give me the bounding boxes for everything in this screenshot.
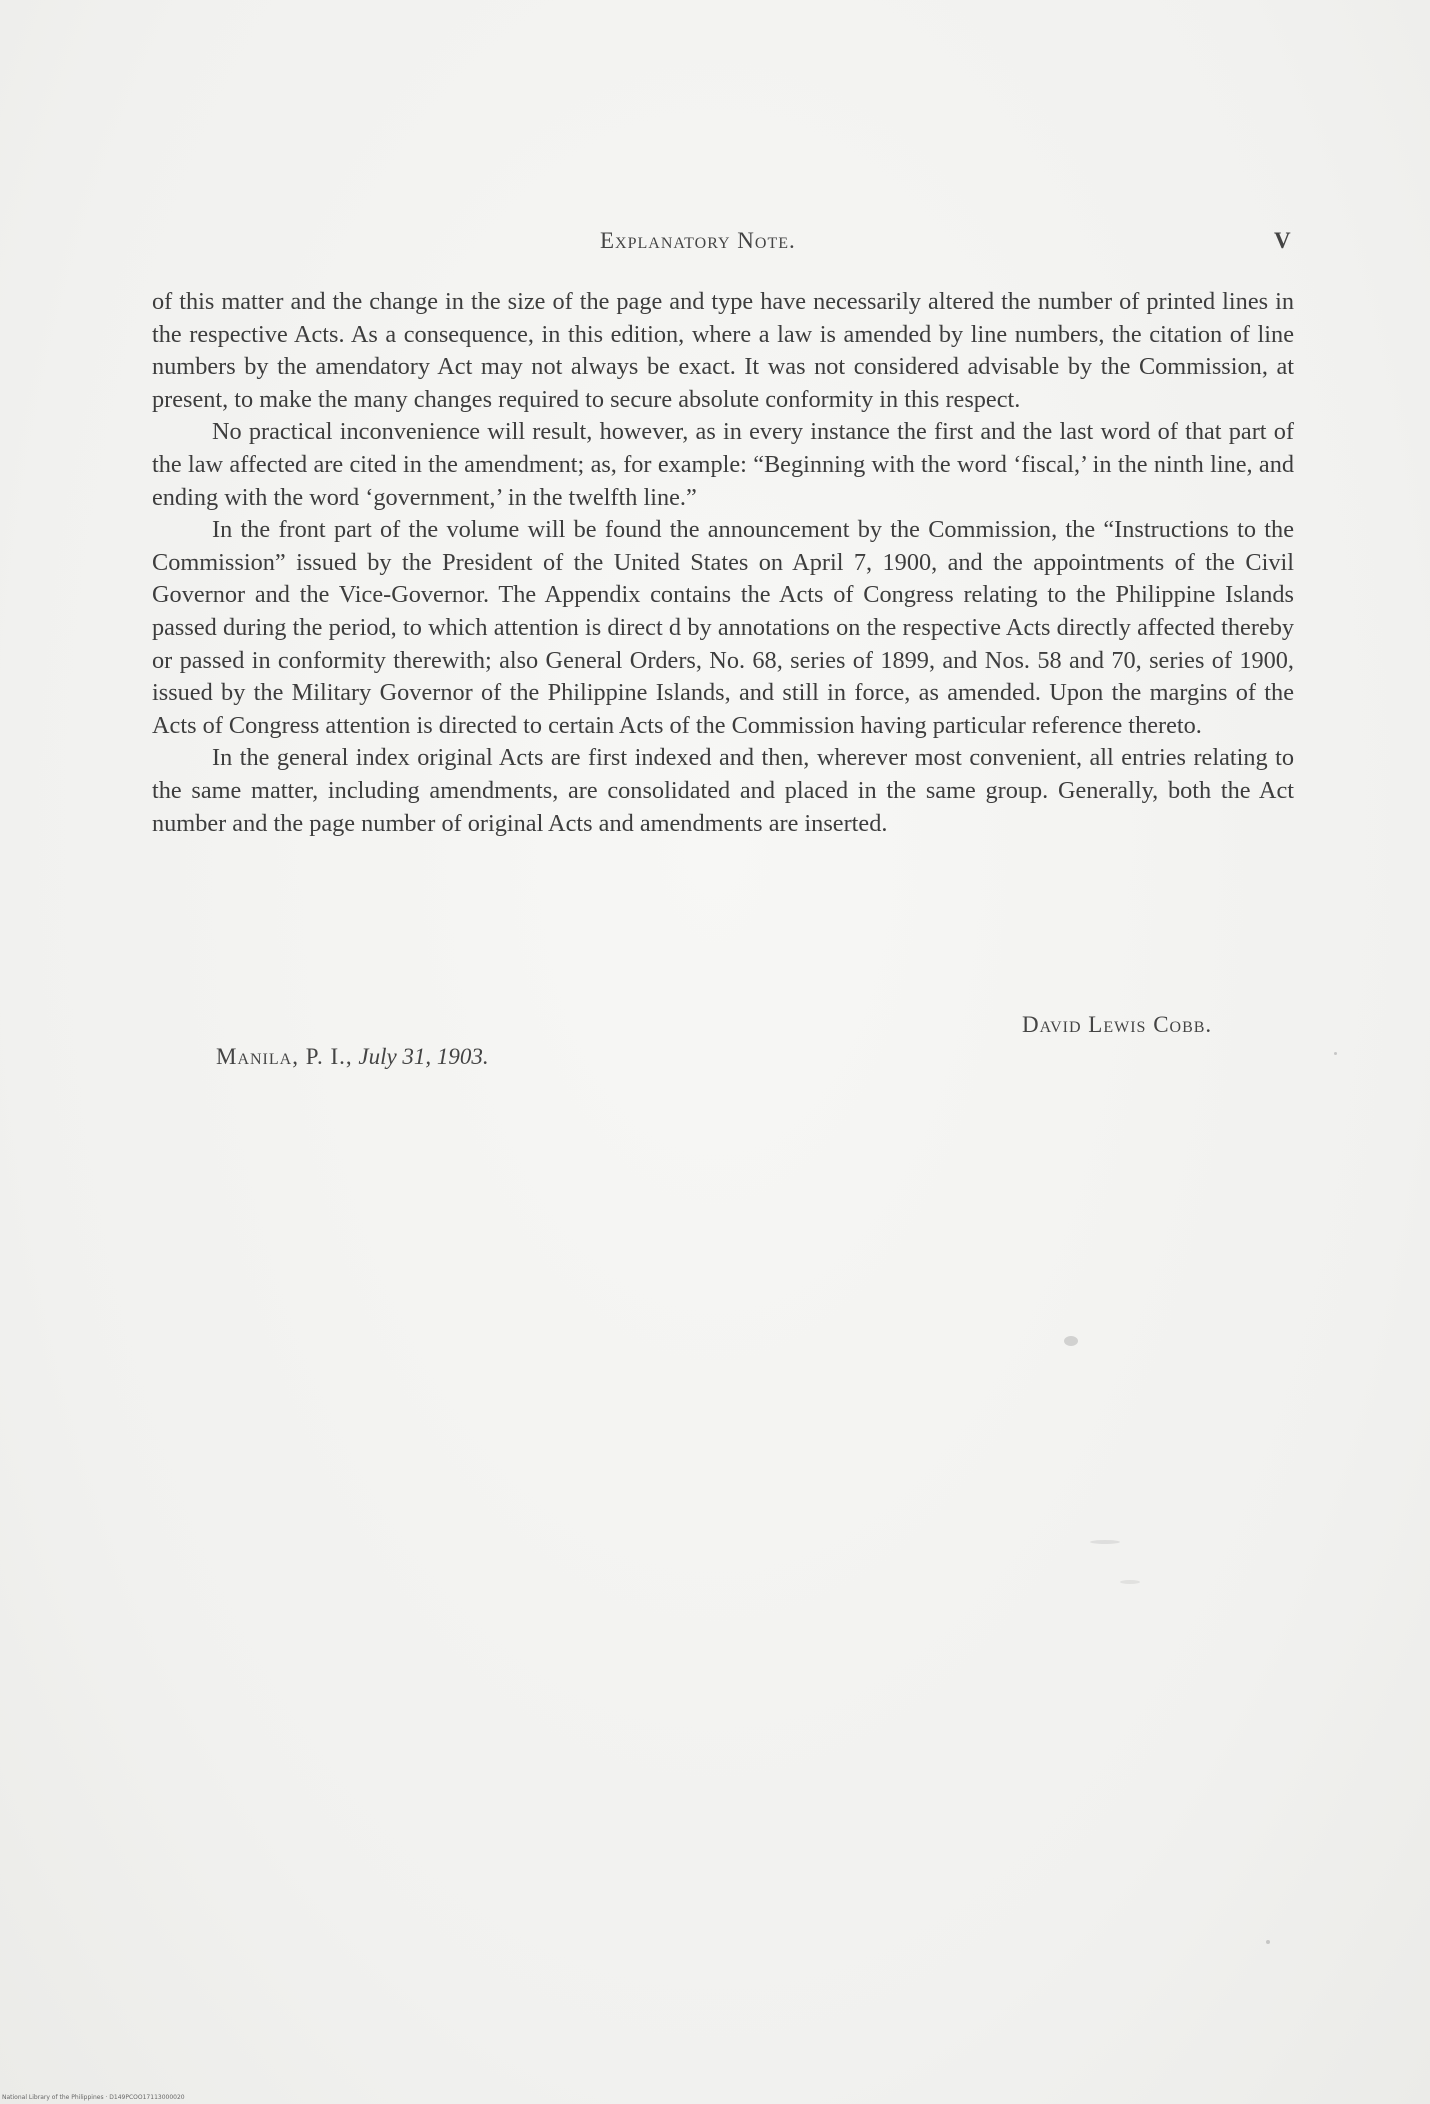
scan-speck <box>1334 1052 1337 1055</box>
dateline-date: July 31, 1903. <box>358 1044 489 1069</box>
page-number: V <box>1274 228 1291 253</box>
scan-speck <box>1064 1336 1078 1346</box>
scan-footer-note: National Library of the Philippines · D149PCOO17113000020 <box>2 2094 185 2101</box>
scan-speck <box>1266 1940 1270 1944</box>
paragraph-2: No practical inconvenience will result, however, as in every instance the first and the last word of that part of the law affected are cited in the amendment; as, for example: “Beginning with the word ‘fiscal,’ in the ninth line, and ending with the word ‘government,’ in the twelfth line.” <box>152 418 1294 511</box>
paragraph-1: of this matter and the change in the size of the page and type have necessarily altered the number of printed lines in the respective Acts. As a consequence, in this edition, where a law is amended by line numbers, the citation of line numbers by the amendatory Act may not always be exact. It was not considered advisable by the Commission, at present, to make the many changes required to secure absolute conformity in this respect. <box>152 288 1294 413</box>
explanatory-note-body <box>152 286 1294 840</box>
scan-speck <box>1090 1540 1120 1544</box>
dateline-place: Manila, P. I., <box>216 1044 353 1069</box>
author-signature: David Lewis Cobb. <box>1022 1012 1213 1037</box>
paragraph-4: In the general index original Acts are first indexed and then, wherever most convenient, all entries relating to the same matter, including amendments, are consolidated and placed in the same group. Generally, both the Act number and the page number of original Acts and amendments are inserted. <box>152 744 1294 837</box>
paragraph-3: In the front part of the volume will be found the announcement by the Commission, the “Instructions to the Commission” issued by the President of the United States on April 7, 1900, and the appointments of the Civil Governor and the Vice-Governor. The Appendix contains the Acts of Congress relating to the Philippine Islands passed during the period, to which attention is direct d by annotations on the respective Acts directly affected thereby or passed in conformity therewith; also General Orders, No. 68, series of 1899, and Nos. 58 and 70, series of 1900, issued by the Military Governor of the Philippine Islands, and still in force, as amended. Upon the margins of the Acts of Congress attention is directed to certain Acts of the Commission having particular reference thereto. <box>152 516 1294 739</box>
running-head: Explanatory Note. <box>600 228 796 253</box>
scan-speck <box>1120 1580 1140 1584</box>
dateline <box>216 1044 489 1070</box>
